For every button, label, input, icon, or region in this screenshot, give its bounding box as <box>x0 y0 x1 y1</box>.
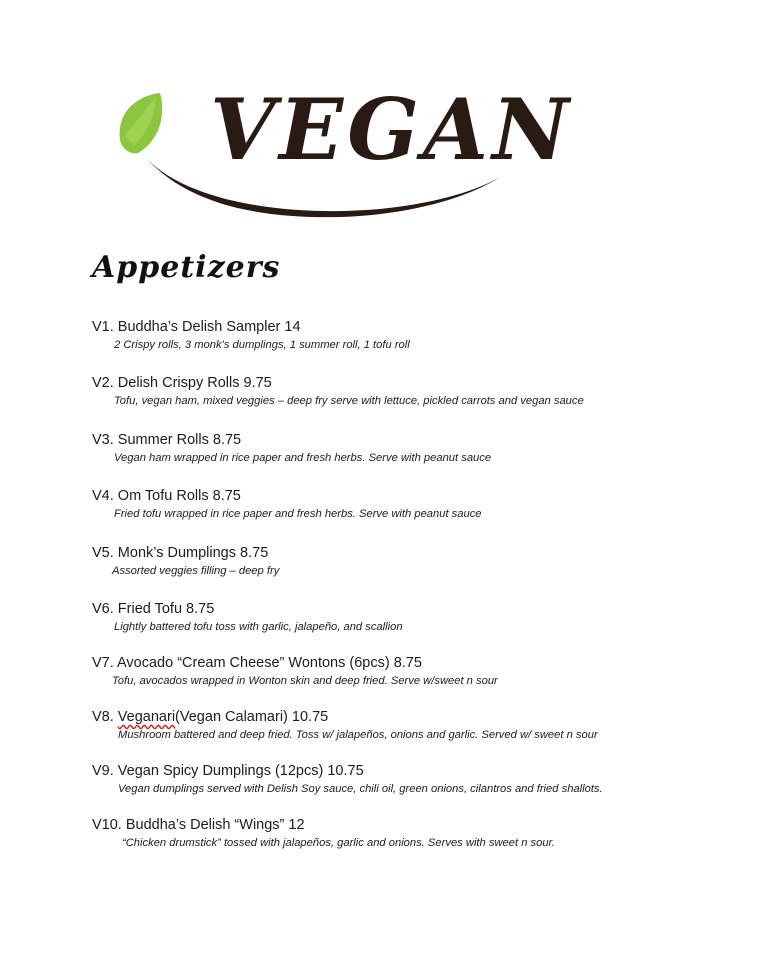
item-price: 8.75 <box>212 432 242 448</box>
item-description: Vegan dumplings served with Delish Soy sauce, chili oil, green onions, cilantros and fried shallots. <box>118 783 603 795</box>
item-description: Assorted veggies filling – deep fry <box>112 565 280 577</box>
item-code: V1. <box>92 319 114 335</box>
menu-item-v8 <box>92 708 732 743</box>
item-title <box>92 708 732 726</box>
item-name: Vegan Spicy Dumplings (12pcs) <box>117 763 324 779</box>
item-description: Tofu, vegan ham, mixed veggies – deep fry serve with lettuce, pickled carrots and vegan sauce <box>114 395 584 407</box>
item-description: Lightly battered tofu toss with garlic, jalapeño, and scallion <box>114 621 403 633</box>
item-code: V8. <box>92 709 114 725</box>
item-price: 8.75 <box>393 655 422 671</box>
menu-item-v3 <box>92 431 732 466</box>
item-description: Vegan ham wrapped in rice paper and fresh herbs. Serve with peanut sauce <box>114 452 492 464</box>
item-name: Buddha’s Delish “Wings” <box>125 817 285 833</box>
item-code: V10. <box>92 817 122 833</box>
item-price: 10.75 <box>291 709 329 725</box>
item-code: V9. <box>92 763 114 779</box>
item-title <box>92 762 732 780</box>
menu-item-v4 <box>92 487 732 522</box>
item-code: V6. <box>92 601 114 617</box>
item-name: Om Tofu Rolls <box>117 488 209 504</box>
item-name: Delish Crispy Rolls <box>117 375 240 391</box>
logo-wordmark: VEGAN <box>210 85 573 179</box>
item-price: 8.75 <box>240 545 269 561</box>
item-code: V5. <box>92 545 114 561</box>
item-code: V2. <box>92 375 114 391</box>
item-code: V7. <box>92 655 114 671</box>
item-title <box>92 318 732 336</box>
menu-item-v7 <box>92 654 732 689</box>
item-name: Buddha’s Delish Sampler <box>117 319 281 335</box>
item-description: Mushroom battered and deep fried. Toss w/ jalapeños, onions and garlic. Served w/ sweet n sour <box>118 729 598 741</box>
menu-item-v5 <box>92 544 732 579</box>
item-price: 10.75 <box>327 763 364 779</box>
item-price: 12 <box>288 817 305 833</box>
menu-item-v6 <box>92 600 732 635</box>
item-title <box>92 544 732 562</box>
vegan-logo <box>110 85 630 225</box>
menu-item-v10 <box>92 816 732 851</box>
item-code: V3. <box>92 432 114 448</box>
item-price: 8.75 <box>186 601 215 617</box>
item-title <box>92 816 732 834</box>
item-name-flagged: Veganari <box>117 709 176 725</box>
item-title <box>92 600 732 618</box>
item-title <box>92 431 732 449</box>
item-description: Fried tofu wrapped in rice paper and fresh herbs. Serve with peanut sauce <box>114 508 482 520</box>
item-code: V4. <box>92 488 114 504</box>
item-title <box>92 654 732 672</box>
section-title: Appetizers <box>92 250 281 285</box>
item-price: 8.75 <box>212 488 241 504</box>
item-title <box>92 374 732 392</box>
item-price: 14 <box>284 319 301 335</box>
menu-item-v2 <box>92 374 732 409</box>
item-name: Fried Tofu <box>117 601 183 617</box>
item-description: Tofu, avocados wrapped in Wonton skin and deep fried. Serve w/sweet n sour <box>112 675 498 687</box>
leaf-swoosh-icon <box>110 85 630 225</box>
menu-item-v9 <box>92 762 732 797</box>
item-name: Summer Rolls <box>117 432 209 448</box>
item-price: 9.75 <box>243 375 272 391</box>
item-name: Avocado “Cream Cheese” Wontons (6pcs) <box>117 655 390 671</box>
item-description: “Chicken drumstick” tossed with jalapeños, garlic and onions. Serves with sweet n sour. <box>122 837 555 849</box>
item-description: 2 Crispy rolls, 3 monk’s dumplings, 1 summer roll, 1 tofu roll <box>114 339 410 351</box>
item-name: Monk’s Dumplings <box>117 545 236 561</box>
item-title <box>92 487 732 505</box>
item-name: (Vegan Calamari) <box>175 709 288 725</box>
menu-item-v1 <box>92 318 732 353</box>
